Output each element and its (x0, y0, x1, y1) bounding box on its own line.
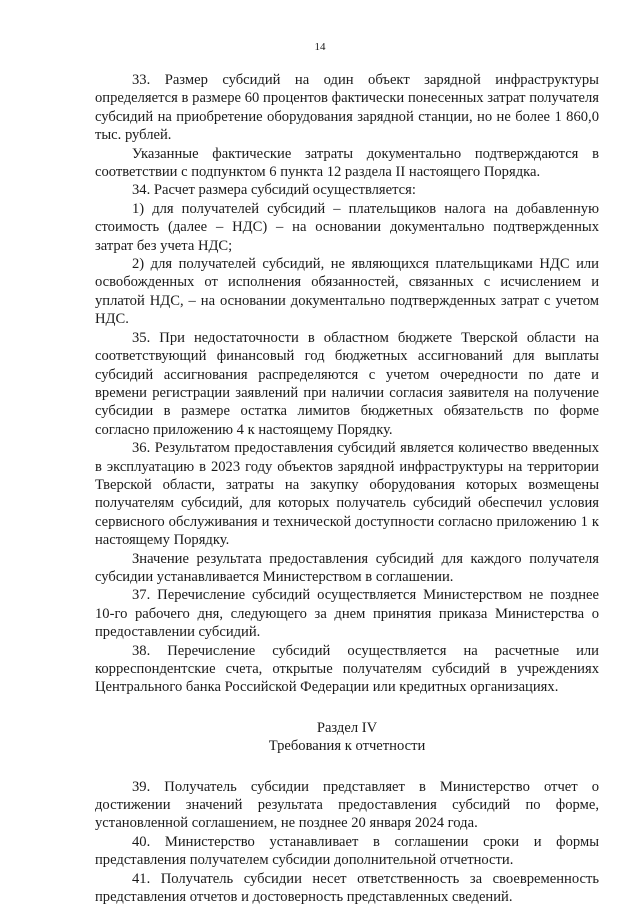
page-number: 14 (314, 41, 326, 53)
paragraph-34: 34. Расчет размера субсидий осуществляется: (132, 182, 416, 199)
paragraph-34-item-2: 2) для получателей субсидий, не являющихся плательщиками НДС или освобожденных от исполнения обязанностей, связанных с исчислением и уплатой НДС, – на основании документально подтвержденных затрат с учетом НДС. (95, 256, 599, 328)
paragraph-33-note: Указанные фактические затраты документально подтверждаются в соответствии с подпунктом 6 пункта 12 раздела II настоящего Порядка. (95, 145, 599, 181)
paragraph-37: 37. Перечисление субсидий осуществляется Министерством не позднее 10-го рабочего дня, следующего за днем принятия приказа Министерства о предоставлении субсидий. (95, 587, 599, 641)
paragraph-33: 33. Размер субсидий на один объект зарядной инфраструктуры определяется в размере 60 процентов фактически понесенных затрат получателя субсидий на приобретение оборудования зарядной станции, но не более 1 860,0 тыс. рублей. (95, 72, 599, 144)
section-number: Раздел IV (316, 719, 378, 736)
paragraph-38: 38. Перечисление субсидий осуществляется на расчетные или корреспондентские счета, открытые получателям субсидий в учреждениях Центрального банка Российской Федерации или кредитных организациях. (95, 642, 599, 696)
paragraph-36-note: Значение результата предоставления субсидий для каждого получателя субсидии устанавливается Министерством в соглашении. (95, 550, 599, 585)
paragraph-41: 41. Получатель субсидии несет ответственность за своевременность представления отчетов и достоверность представленных сведений. (95, 870, 599, 906)
paragraph-35: 35. При недостаточности в областном бюджете Тверской области на соответствующий финансовый год бюджетных ассигнований для выплаты субсидий ассигнования распределяются с учетом очередности по дате и времени регистрации заявлений при наличии согласия заявителя на получение субсидии в размере остатка лимитов бюджетных обязательств по форме согласно приложению 4 к настоящему Порядку. (95, 329, 599, 438)
paragraph-34-item-1: 1) для получателей субсидий – плательщиков налога на добавленную стоимость (далее – НДС) – на основании документально подтвержденных затрат без учета НДС; (95, 200, 599, 254)
document-body (95, 71, 599, 906)
paragraph-39: 39. Получатель субсидии представляет в Министерство отчет о достижении значений результата предоставления субсидий по форме, установленной соглашением, не позднее 20 января 2024 года. (95, 778, 599, 832)
section-title: Требования к отчетности (268, 738, 426, 755)
paragraph-36: 36. Результатом предоставления субсидий является количество введенных в эксплуатацию в 2023 году объектов зарядной инфраструктуры на территории Тверской области, затраты на закупку оборудования которых возмещены получателям субсидий, для которых получатель субсидий обеспечил условия сервисного обслуживания и технической доступности согласно приложению 1 к настоящему Порядку. (95, 440, 599, 549)
paragraph-40: 40. Министерство устанавливает в соглашении сроки и формы представления получателем субсидии дополнительной отчетности. (95, 833, 599, 869)
section-spacer (95, 756, 599, 778)
